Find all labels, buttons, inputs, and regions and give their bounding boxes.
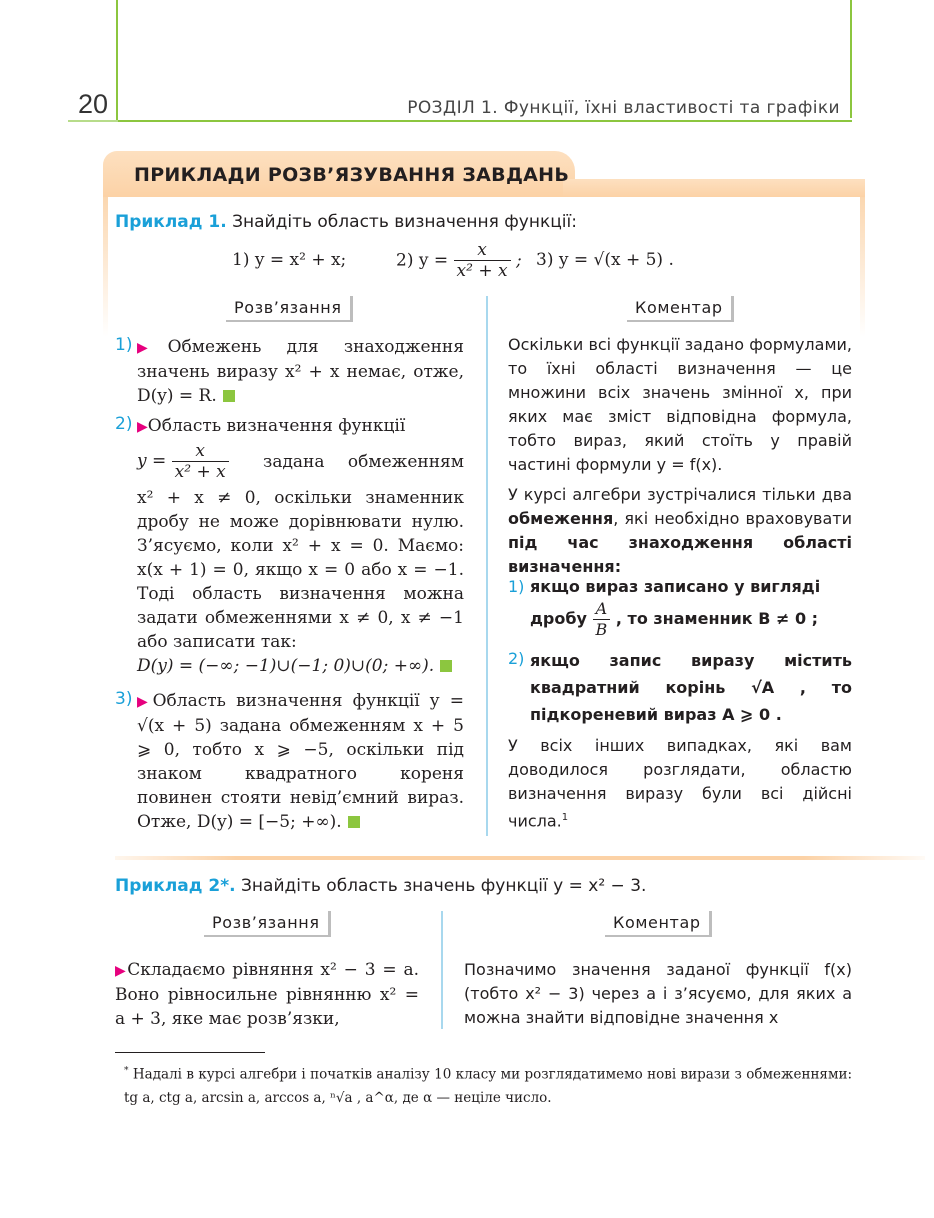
section-title: ПРИКЛАДИ РОЗВ’ЯЗУВАННЯ ЗАВДАНЬ: [134, 164, 570, 186]
arrow-marker-icon: ▶: [137, 694, 153, 710]
frame-bottom-line: [116, 120, 852, 122]
example1-heading: [115, 212, 577, 232]
solution-header-2: Розв’язання: [204, 911, 331, 937]
example1-task: Знайдіть область визначення функції:: [232, 212, 577, 232]
solution3: [137, 689, 464, 834]
solution2-answer: D(y) = (−∞; −1)∪(−1; 0)∪(0; +∞).: [137, 656, 435, 676]
section-banner: [103, 151, 865, 197]
comment-header-1: Коментар: [627, 296, 734, 322]
page-number-underline: [68, 120, 118, 122]
banner-bar: [563, 179, 865, 197]
solution2-func-prefix: y =: [137, 451, 167, 471]
fraction-denominator: x² + x: [174, 462, 226, 482]
fraction-denominator: x² + x: [456, 261, 508, 281]
footnote: [124, 1060, 852, 1110]
solution2: [137, 414, 464, 678]
column-divider-1: [486, 296, 488, 836]
column-divider-2: [441, 911, 443, 1029]
fraction-numerator: x: [454, 240, 511, 261]
solution2-answer-line: [137, 654, 464, 678]
rule2-number: 2): [508, 649, 525, 668]
solution2-func-tail: задана обмеженням: [263, 451, 464, 472]
frame-left-line: [116, 0, 118, 120]
comment1-p2-mid: , які необхідно враховувати: [613, 509, 852, 528]
solution2-fraction: [172, 441, 229, 482]
comment-header-2: Коментар: [605, 911, 712, 937]
example1-item3: 3) y = √(x + 5) .: [536, 250, 674, 270]
example1-item2: [396, 240, 522, 281]
end-square-icon: [348, 816, 360, 828]
rule2: якщо запис виразу містить квадратний корінь √A , то підкореневий вираз A ⩾ 0 .: [530, 651, 852, 724]
solution-example2: [115, 958, 419, 1031]
comment-example2: [464, 958, 852, 1036]
comment1-p3-text: У всіх інших випадках, які вам доводилося розглядати, областю визначення виразу були всі дійсні числа.: [508, 736, 852, 831]
rule1-fraction: [593, 599, 611, 640]
comment1: [508, 333, 852, 585]
fraction-denominator: B: [595, 620, 608, 639]
example2-task: Знайдіть область значень функції y = x² − 3.: [241, 876, 647, 896]
solution3-text: Область визначення функції y = √(x + 5) задана обмеженням x + 5 ⩾ 0, тобто x ⩾ −5, оскільки під знаком квадратного кореня повинен стояти невід’ємний вираз. Отже, D(y) = [−5; +∞).: [137, 691, 464, 832]
rule1-number: 1): [508, 577, 525, 596]
example2-heading: [115, 876, 646, 896]
example1-item2-suffix: ;: [515, 250, 522, 271]
footnote-ref: 1: [561, 812, 569, 823]
rule1-text-b: , то знаменник B ≠ 0 ;: [615, 609, 819, 628]
fraction-numerator: x: [172, 441, 229, 462]
arrow-marker-icon: ▶: [137, 340, 168, 356]
solution3-number: 3): [115, 689, 133, 709]
footnote-text: Надалі в курсі алгебри і початків аналізу 10 класу ми розглядатимемо нові вирази з обмеженнями: tg a, ctg a, arcsin a, arccos a, ⁿ√a , a^α, де α — неціле число.: [124, 1066, 853, 1106]
frame-right-line: [850, 0, 852, 118]
rule1: [530, 575, 852, 640]
solution2-function-line: [137, 441, 464, 482]
solution-example2-text: Складаємо рівняння x² − 3 = a. Воно рівносильне рівнянню x² = a + 3, яке має розв’язки,: [115, 960, 419, 1029]
comment1-p2-lead: У курсі алгебри зустрічалися тільки два: [508, 485, 852, 504]
example1-item2-fraction: [454, 240, 511, 281]
right-gradient-edge: [860, 197, 865, 337]
end-square-icon: [440, 660, 452, 672]
left-gradient-edge: [103, 197, 108, 337]
solution1-number: 1): [115, 335, 133, 355]
example1-item2-prefix: 2) y =: [396, 250, 449, 271]
solution1-text: Обмежень для знаходження значень виразу x² + x немає, отже, D(y) = R.: [137, 337, 464, 406]
example2-label: Приклад 2: [115, 876, 221, 896]
comment1-paragraph2: [508, 483, 852, 579]
comment1-p2-bold2: під час знаходження області визначення:: [508, 533, 852, 576]
page-number: 20: [78, 89, 109, 119]
fraction-numerator: A: [593, 599, 611, 620]
comment-example2-text: Позначимо значення заданої функції f(x) (тобто x² − 3) через a і з’ясуємо, для яких a можна знайти відповідне значення x: [464, 960, 852, 1027]
solution2-function: [137, 441, 229, 482]
comment1-paragraph1: Оскільки всі функції задано формулами, то їхні області визначення — це множини всіх значень змінної x, при яких має зміст відповідна формула, тобто вираз, який стоїть у правій частині формули y = f(x).: [508, 335, 852, 474]
example1-item1: 1) y = x² + x;: [232, 250, 347, 270]
comment1-paragraph3-wrap: [508, 734, 852, 839]
comment1-p2-bold1: обмеження: [508, 509, 614, 528]
rule1-text-a: якщо вираз записано у вигляді дробу: [530, 577, 821, 628]
example2-dot: .: [229, 876, 236, 896]
comment1-paragraph3: [508, 734, 852, 833]
example1-label: Приклад 1.: [115, 212, 227, 232]
example2-star: *: [220, 876, 230, 896]
section-separator: [115, 856, 925, 860]
solution2-intro: Область визначення функції: [147, 416, 406, 436]
arrow-marker-icon: ▶: [137, 419, 148, 435]
solution-header-1: Розв’язання: [226, 296, 353, 322]
end-square-icon: [223, 390, 235, 402]
solution2-number: 2): [115, 414, 133, 434]
solution1: [137, 335, 464, 408]
footnote-mark: *: [124, 1066, 129, 1076]
footnote-rule: [115, 1052, 265, 1053]
arrow-marker-icon: ▶: [115, 963, 128, 979]
solution2-text: x² + x ≠ 0, оскільки знаменник дробу не може дорівнювати нулю. З’ясуємо, коли x² + x = 0. Маємо: x(x + 1) = 0, якщо x = 0 або x = −1. Тоді область визначення можна задати обмеженнями x ≠ 0, x ≠ −1 або записати так:: [137, 488, 464, 652]
chapter-title: РОЗДІЛ 1. Функції, їхні властивості та графіки: [407, 98, 840, 118]
